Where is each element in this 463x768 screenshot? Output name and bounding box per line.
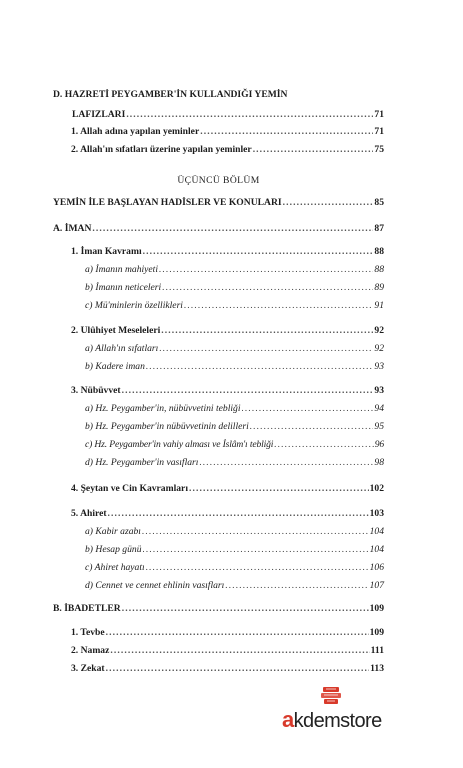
toc-page: 113 (370, 663, 384, 674)
toc-subitem-iman-a[interactable] (85, 263, 384, 276)
toc-label: 1. İman Kavramı (71, 246, 142, 257)
toc-page: 109 (369, 627, 384, 638)
toc-subitem-nubuvvet-c[interactable] (85, 438, 384, 451)
toc-item-tevbe[interactable] (71, 626, 384, 639)
leader-dots (92, 222, 373, 235)
toc-page: 91 (374, 300, 384, 311)
toc-label: b) Hesap günü (85, 544, 142, 555)
toc-label: 5. Ahiret (71, 508, 107, 519)
toc-subitem-ahiret-c[interactable] (85, 561, 384, 574)
leader-dots (242, 402, 374, 415)
toc-label: 2. Allah'ın sıfatları üzerine yapılan yeminler (71, 144, 252, 155)
leader-dots (142, 525, 369, 538)
leader-dots (184, 299, 373, 312)
leader-dots (108, 507, 369, 520)
toc-item-zekat[interactable] (71, 662, 384, 675)
toc-label: a) Kabir azabı (85, 526, 141, 537)
toc-label: c) Ahiret hayatı (85, 562, 145, 573)
toc-heading-d[interactable] (72, 108, 384, 121)
leader-dots (225, 579, 368, 592)
toc-label: 3. Zekat (71, 663, 105, 674)
toc-page: 87 (374, 223, 384, 234)
leader-dots (106, 626, 369, 639)
leader-dots (250, 420, 374, 433)
toc-page: 93 (374, 361, 384, 372)
toc-heading-d-line1: D. HAZRETİ PEYGAMBER'İN KULLANDIĞI YEMİN (53, 89, 288, 100)
toc-page: 88 (374, 264, 384, 275)
toc-item-d-1[interactable] (71, 125, 384, 138)
toc-section-a[interactable] (53, 222, 384, 235)
toc-page: 109 (369, 603, 384, 614)
toc-label: 1. Allah adına yapılan yeminler (71, 126, 200, 137)
leader-dots (126, 108, 373, 121)
toc-subitem-uluhiyet-a[interactable] (85, 342, 384, 355)
leader-dots (161, 324, 373, 337)
leader-dots (200, 125, 373, 138)
toc-label: b) İmanın neticeleri (85, 282, 162, 293)
toc-page: 102 (369, 483, 384, 494)
leader-dots (143, 245, 374, 258)
toc-item-d-2[interactable] (71, 143, 384, 156)
toc-label: B. İBADETLER (53, 603, 121, 614)
toc-label: 1. Tevbe (71, 627, 105, 638)
leader-dots (253, 143, 374, 156)
toc-page: 92 (374, 325, 384, 336)
toc-page: 103 (369, 508, 384, 519)
toc-page: 111 (370, 645, 384, 656)
toc-item-iman[interactable] (71, 245, 384, 258)
logo-rest: kdemstore (293, 710, 382, 732)
logo-wordmark (282, 707, 382, 733)
toc-label: b) Hz. Peygamber'in nübüvvetinin delilleri (85, 421, 249, 432)
leader-dots (162, 281, 373, 294)
toc-subitem-iman-b[interactable] (85, 281, 384, 294)
toc-part-title[interactable] (53, 196, 384, 209)
leader-dots (274, 438, 373, 451)
toc-label: c) Mü'minlerin özellikleri (85, 300, 183, 311)
toc-label: b) Kadere iman (85, 361, 145, 372)
book-stack-icon (320, 686, 342, 706)
toc-label: d) Hz. Peygamber'in vasıfları (85, 457, 199, 468)
toc-page: 93 (374, 385, 384, 396)
toc-page: 106 (369, 562, 384, 573)
leader-dots (143, 543, 369, 556)
toc-subitem-ahiret-b[interactable] (85, 543, 384, 556)
toc-label: 3. Nübüvvet (71, 385, 121, 396)
toc-page: 88 (374, 246, 384, 257)
toc-label: 4. Şeytan ve Cin Kavramları (71, 483, 188, 494)
toc-subitem-nubuvvet-b[interactable] (85, 420, 384, 433)
leader-dots (159, 263, 373, 276)
logo-letter-a: a (282, 707, 294, 732)
toc-item-nubuvvet[interactable] (71, 384, 384, 397)
toc-subitem-iman-c[interactable] (85, 299, 384, 312)
toc-section-b[interactable] (53, 602, 384, 615)
toc-label: 2. Ulûhiyet Meseleleri (71, 325, 161, 336)
toc-page: 85 (374, 197, 384, 208)
leader-dots (159, 342, 373, 355)
leader-dots (199, 456, 373, 469)
toc-page: 98 (374, 457, 384, 468)
akdemstore-logo (282, 686, 402, 746)
toc-page: 71 (374, 109, 384, 120)
toc-page: 94 (374, 403, 384, 414)
toc-page: 95 (374, 421, 384, 432)
leader-dots (110, 644, 369, 657)
toc-label: A. İMAN (53, 223, 92, 234)
toc-item-uluhiyet[interactable] (71, 324, 384, 337)
toc-page: 104 (369, 544, 384, 555)
leader-dots (106, 662, 370, 675)
toc-label: c) Hz. Peygamber'in vahiy alması ve İslâm'ı tebliği (85, 439, 274, 450)
toc-page: 104 (369, 526, 384, 537)
leader-dots (122, 602, 369, 615)
leader-dots (146, 360, 374, 373)
part-heading: ÜÇÜNCÜ BÖLÜM (177, 175, 260, 186)
toc-page: 96 (374, 439, 384, 450)
leader-dots (189, 482, 369, 495)
toc-label: 2. Namaz (71, 645, 110, 656)
toc-subitem-uluhiyet-b[interactable] (85, 360, 384, 373)
toc-label: YEMİN İLE BAŞLAYAN HADİSLER VE KONULARI (53, 197, 282, 208)
toc-page: 89 (374, 282, 384, 293)
toc-item-ahiret[interactable] (71, 507, 384, 520)
toc-label: a) İmanın mahiyeti (85, 264, 159, 275)
toc-page: 75 (374, 144, 384, 155)
toc-label: LAFIZLARI (72, 109, 126, 120)
toc-item-seytan[interactable] (71, 482, 384, 495)
toc-subitem-nubuvvet-d[interactable] (85, 456, 384, 469)
toc-page: 107 (369, 580, 384, 591)
toc-label: a) Hz. Peygamber'in, nübüvvetini tebliği (85, 403, 241, 414)
toc-subitem-ahiret-a[interactable] (85, 525, 384, 538)
leader-dots (146, 561, 369, 574)
leader-dots (283, 196, 374, 209)
toc-page: 71 (374, 126, 384, 137)
toc-label: a) Allah'ın sıfatları (85, 343, 159, 354)
toc-item-namaz[interactable] (71, 644, 384, 657)
toc-subitem-nubuvvet-a[interactable] (85, 402, 384, 415)
toc-label: d) Cennet ve cennet ehlinin vasıfları (85, 580, 225, 591)
leader-dots (122, 384, 374, 397)
toc-page: 92 (374, 343, 384, 354)
toc-subitem-ahiret-d[interactable] (85, 579, 384, 592)
